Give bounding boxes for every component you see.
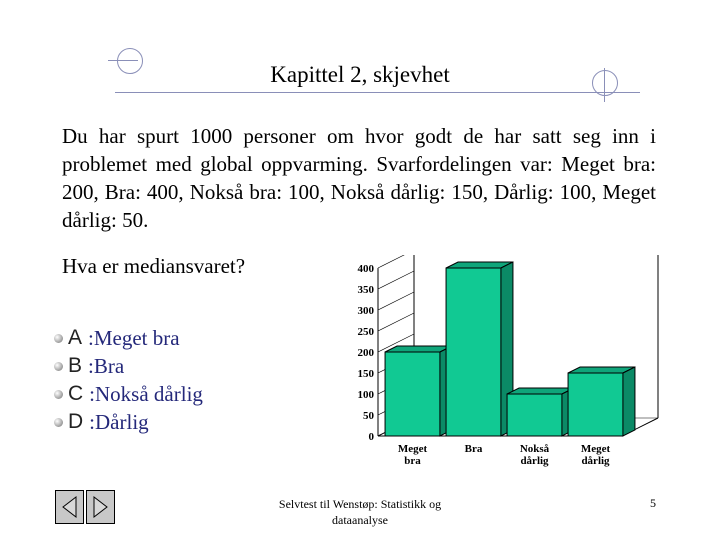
arrow-left-icon — [56, 491, 83, 523]
option-letter: B — [68, 354, 83, 377]
y-tick-label: 350 — [357, 284, 374, 296]
gridline-diagonal — [378, 255, 414, 268]
x-tick-label-line: Meget — [397, 443, 428, 455]
answer-options — [54, 324, 203, 436]
bar-side — [623, 367, 635, 436]
x-tick-label — [465, 443, 483, 455]
y-tick-label: 150 — [357, 368, 374, 380]
bar-front — [385, 352, 440, 436]
gridline-diagonal — [378, 313, 414, 331]
footer-text: Selvtest til Wenstøp: Statistikk og dataanalyse — [278, 497, 442, 527]
option-letter: C — [68, 382, 84, 405]
y-tick-label: 50 — [363, 410, 374, 422]
option-b[interactable] — [54, 352, 203, 380]
x-tick-label-line: dårlig — [581, 455, 610, 467]
title-underline — [115, 92, 640, 93]
slide-body-text: Du har spurt 1000 personer om hvor godt de har satt seg inn i problemet med global oppvarming. Svarfordelingen var: Meget bra: 200, Bra: 400, Nokså bra: 100, Nokså dårlig: 150, Dårlig: 100, Meget dårlig: 50. — [62, 124, 656, 232]
option-letter: A — [68, 326, 83, 349]
bar — [446, 262, 513, 436]
bullet-icon — [54, 334, 63, 343]
bullet-icon — [54, 390, 63, 399]
bullet-icon — [54, 362, 63, 371]
option-label: :Nokså dårlig — [89, 381, 203, 406]
arrow-right-icon — [87, 491, 114, 523]
y-tick-label: 250 — [357, 326, 374, 338]
option-c[interactable] — [54, 380, 203, 408]
x-tick-label — [581, 443, 611, 467]
bar-front — [446, 268, 501, 436]
gridline-diagonal — [378, 271, 414, 289]
x-tick-label-line: Nokså — [519, 443, 550, 455]
answer-distribution-chart — [320, 255, 670, 477]
bars — [385, 262, 635, 436]
question-text: Hva er mediansvaret? — [62, 254, 246, 278]
next-slide-button[interactable] — [86, 490, 115, 524]
gridline-diagonal — [378, 292, 414, 310]
bar-front — [568, 373, 623, 436]
x-tick-label-line: Meget — [580, 443, 611, 455]
bar-front — [507, 394, 562, 436]
option-label: :Meget bra — [88, 325, 180, 350]
x-tick-label-line: dårlig — [520, 455, 549, 467]
option-label: :Bra — [88, 353, 125, 378]
option-label: :Dårlig — [89, 409, 149, 434]
x-tick-label — [398, 443, 428, 467]
x-axis-labels — [398, 443, 611, 467]
y-tick-label: 300 — [357, 305, 374, 317]
x-tick-label-line: bra — [404, 455, 421, 467]
x-tick-label — [520, 443, 550, 467]
previous-slide-button[interactable] — [55, 490, 84, 524]
option-d[interactable] — [54, 408, 203, 436]
y-tick-label: 0 — [368, 431, 374, 443]
slide-navigation — [55, 490, 115, 524]
y-tick-label: 400 — [357, 263, 374, 275]
slide-title: Kapittel 2, skjevhet — [270, 62, 450, 87]
bullet-icon — [54, 418, 63, 427]
bar — [385, 346, 452, 436]
page-number: 5 — [650, 496, 656, 510]
option-letter: D — [68, 410, 84, 433]
x-tick-label-line: Bra — [464, 443, 483, 455]
y-tick-label: 200 — [357, 347, 374, 359]
bar — [507, 388, 574, 436]
option-a[interactable] — [54, 324, 203, 352]
y-tick-label: 100 — [357, 389, 374, 401]
bar — [568, 367, 635, 436]
